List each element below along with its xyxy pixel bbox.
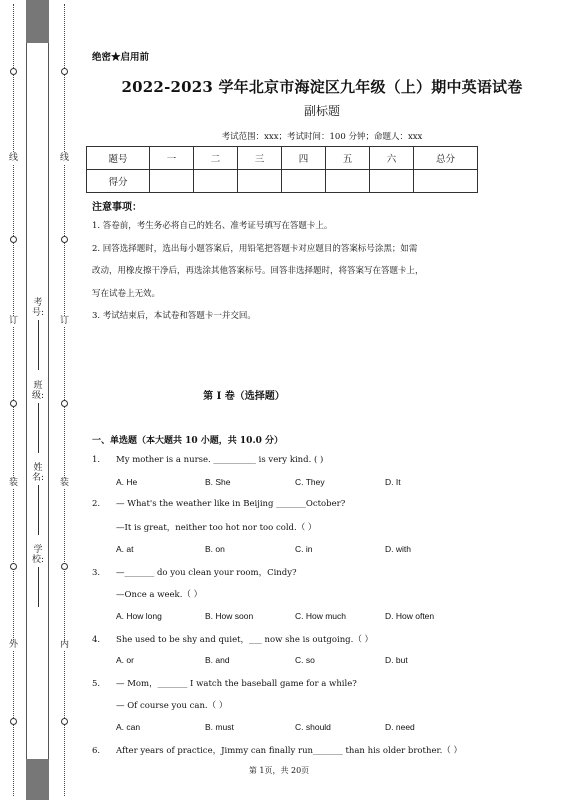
score-cell: 六 <box>370 147 414 170</box>
score-input-cell[interactable] <box>150 170 194 193</box>
option-a[interactable]: A. How long <box>116 611 162 621</box>
option-b[interactable]: B. She <box>205 477 231 487</box>
binding-margin <box>0 0 84 800</box>
margin-char-xian: 线 <box>9 153 19 163</box>
binding-hole-icon <box>61 563 68 570</box>
score-table <box>86 146 478 193</box>
score-input-cell[interactable] <box>282 170 326 193</box>
question-2 <box>92 499 345 509</box>
option-a[interactable]: A. at <box>116 544 134 554</box>
score-cell: 五 <box>326 147 370 170</box>
notice-line: 改动，用橡皮擦干净后，再选涂其他答案标号。回答非选择题时，将答案写在答题卡上， <box>92 266 424 276</box>
part-title: 第 I 卷（选择题） <box>203 391 285 402</box>
score-input-cell[interactable] <box>238 170 282 193</box>
binding-hole-icon <box>10 400 17 407</box>
question-4 <box>92 633 373 645</box>
question-number: 1. <box>92 455 101 465</box>
name-underline <box>38 485 39 535</box>
score-cell: 一 <box>150 147 194 170</box>
option-a[interactable]: A. can <box>116 722 141 732</box>
question-number: 5. <box>92 679 101 689</box>
question-text: — What's the weather like in Beijing _______October? <box>116 499 346 509</box>
option-c[interactable]: C. They <box>295 477 325 487</box>
score-cell: 三 <box>238 147 282 170</box>
notice-line: 写在试卷上无效。 <box>92 289 161 299</box>
margin-char-zhuang: 装 <box>60 478 70 488</box>
score-input-cell[interactable] <box>414 170 478 193</box>
question-subline: —It is great，neither too hot nor too cold.（ ） <box>116 523 317 533</box>
margin-char-nei: 内 <box>60 640 70 650</box>
option-d[interactable]: D. with <box>385 544 411 554</box>
score-cell: 题号 <box>87 147 150 170</box>
score-input-cell[interactable] <box>194 170 238 193</box>
option-c[interactable]: C. so <box>295 655 315 665</box>
option-a[interactable]: A. or <box>116 655 134 665</box>
question-text: My mother is a nurse. __________ is very kind. ( ) <box>116 455 324 465</box>
question-6 <box>92 744 462 756</box>
score-cell: 总分 <box>414 147 478 170</box>
score-header-row <box>87 147 478 170</box>
school-label: 学校: <box>32 545 45 565</box>
question-number: 6. <box>92 746 101 756</box>
question-subline: — Of course you can.（ ） <box>116 701 228 711</box>
margin-char-wai: 外 <box>9 640 19 650</box>
score-input-cell[interactable] <box>326 170 370 193</box>
paper-title: 2022-2023 学年北京市海淀区九年级（上）期中英语试卷 <box>121 78 523 96</box>
margin-char-xian: 线 <box>60 153 70 163</box>
option-d[interactable]: D. It <box>385 477 401 487</box>
notice-line: 1. 答卷前，考生务必将自己的姓名、准考证号填写在答题卡上。 <box>92 221 333 231</box>
class-field[interactable] <box>32 381 44 453</box>
option-c[interactable]: C. How much <box>295 611 347 621</box>
option-c[interactable]: C. should <box>295 722 331 732</box>
option-b[interactable]: B. and <box>205 655 230 665</box>
secret-mark: 绝密★启用前 <box>92 52 150 63</box>
margin-char-zhuang: 装 <box>9 478 19 488</box>
binding-hole-icon <box>61 718 68 725</box>
exam-number-underline <box>38 320 39 370</box>
binding-hole-icon <box>61 68 68 75</box>
margin-bottom-band <box>26 759 49 800</box>
binding-hole-icon <box>61 236 68 243</box>
binding-hole-icon <box>10 563 17 570</box>
name-label: 姓名: <box>32 463 45 483</box>
page-footer: 第 1页，共 20页 <box>248 766 310 775</box>
question-number: 2. <box>92 499 101 509</box>
binding-hole-icon <box>10 68 17 75</box>
name-field[interactable] <box>32 463 44 535</box>
question-subline: —Once a week.（ ） <box>116 590 203 600</box>
question-text: —_______ do you clean your room，Cindy? <box>116 568 297 578</box>
option-d[interactable]: D. need <box>385 722 415 732</box>
class-underline <box>38 403 39 453</box>
binding-hole-icon <box>10 718 17 725</box>
margin-char-ding: 订 <box>9 316 19 326</box>
section-heading: 一、单选题（本大题共 10 小题，共 10.0 分） <box>92 436 283 446</box>
question-text: After years of practice，Jimmy can finally run_______ than his older brother.（ ） <box>116 746 463 756</box>
paper-subtitle: 副标题 <box>303 104 340 118</box>
margin-char-ding: 订 <box>60 316 70 326</box>
question-5 <box>92 677 357 689</box>
score-cell: 二 <box>194 147 238 170</box>
option-b[interactable]: B. on <box>205 544 225 554</box>
exam-number-label: 考号: <box>32 298 45 318</box>
option-b[interactable]: B. How soon <box>205 611 254 621</box>
score-label-cell: 得分 <box>87 170 150 193</box>
question-3 <box>92 566 297 578</box>
margin-top-band <box>26 0 49 43</box>
class-label: 班级: <box>32 381 45 401</box>
question-text: She used to be shy and quiet，___ now she is outgoing.（ ） <box>116 635 374 645</box>
question-number: 3. <box>92 568 101 578</box>
notice-line: 2. 回答选择题时，选出每小题答案后，用铅笔把答题卡对应题目的答案标号涂黑；如需 <box>92 244 418 254</box>
score-cell: 四 <box>282 147 326 170</box>
option-d[interactable]: D. How often <box>385 611 435 621</box>
option-c[interactable]: C. in <box>295 544 313 554</box>
school-underline <box>38 567 39 607</box>
option-d[interactable]: D. but <box>385 655 408 665</box>
question-text: — Mom，_______ I watch the baseball game for a while? <box>116 679 357 689</box>
binding-hole-icon <box>10 236 17 243</box>
exam-meta: 考试范围：xxx；考试时间：100 分钟；命题人：xxx <box>221 132 423 142</box>
binding-hole-icon <box>61 400 68 407</box>
question-number: 4. <box>92 635 101 645</box>
exam-number-field[interactable] <box>32 298 44 370</box>
notice-heading: 注意事项： <box>92 202 142 213</box>
option-b[interactable]: B. must <box>205 722 234 732</box>
notice-line: 3. 考试结束后，本试卷和答题卡一并交回。 <box>92 311 256 321</box>
score-value-row <box>87 170 478 193</box>
question-1 <box>92 455 323 465</box>
score-input-cell[interactable] <box>370 170 414 193</box>
option-a[interactable]: A. He <box>116 477 138 487</box>
school-field[interactable] <box>32 545 44 607</box>
